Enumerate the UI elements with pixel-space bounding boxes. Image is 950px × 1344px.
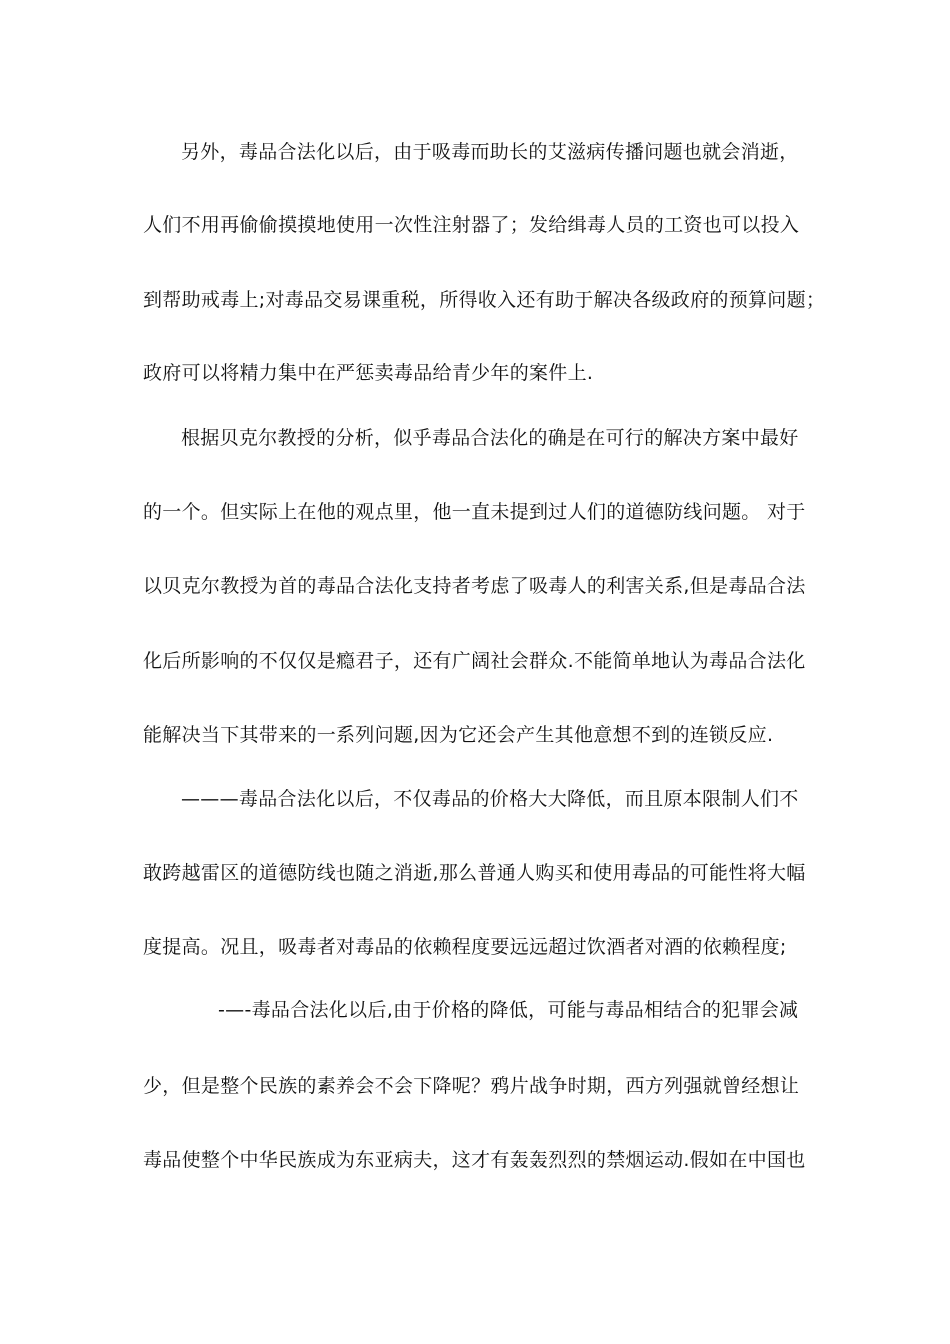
- text-line: 化后所影响的不仅仅是瘾君子，还有广阔社会群众.不能简单地认为毒品合法化: [143, 650, 806, 672]
- text-line: 人们不用再偷偷摸摸地使用一次性注射器了；发给缉毒人员的工资也可以投入: [143, 214, 800, 236]
- text-line: 少，但是整个民族的素养会不会下降呢？鸦片战争时期，西方列强就曾经想让: [143, 1075, 800, 1097]
- text-line: ———毒品合法化以后，不仅毒品的价格大大降低，而且原本限制人们不: [181, 788, 799, 810]
- text-line: 能解决当下其带来的一系列问题,因为它还会产生其他意想不到的连锁反应.: [143, 724, 774, 746]
- text-line: 根据贝克尔教授的分析，似乎毒品合法化的确是在可行的解决方案中最好: [181, 427, 799, 449]
- text-line: 敢跨越雷区的道德防线也随之消逝,那么普通人购买和使用毒品的可能性将大幅: [143, 862, 806, 884]
- text-line: 到帮助戒毒上;对毒品交易课重税，所得收入还有助于解决各级政府的预算问题；: [143, 289, 826, 311]
- text-line: 的一个。但实际上在他的观点里，他一直未提到过人们的道德防线问题。 对于: [143, 501, 806, 523]
- text-line: -—-毒品合法化以后,由于价格的降低，可能与毒品相结合的犯罪会减: [218, 999, 799, 1021]
- text-line: 度提高。况且，吸毒者对毒品的依赖程度要远远超过饮酒者对酒的依赖程度;: [143, 936, 787, 958]
- text-line: 以贝克尔教授为首的毒品合法化支持者考虑了吸毒人的利害关系,但是毒品合法: [143, 575, 806, 597]
- text-line: 毒品使整个中华民族成为东亚病夫，这才有轰轰烈烈的禁烟运动.假如在中国也: [143, 1149, 806, 1171]
- text-line: 另外，毒品合法化以后，由于吸毒而助长的艾滋病传播问题也就会消逝，: [181, 141, 799, 163]
- text-line: 政府可以将精力集中在严惩卖毒品给青少年的案件上.: [143, 362, 594, 384]
